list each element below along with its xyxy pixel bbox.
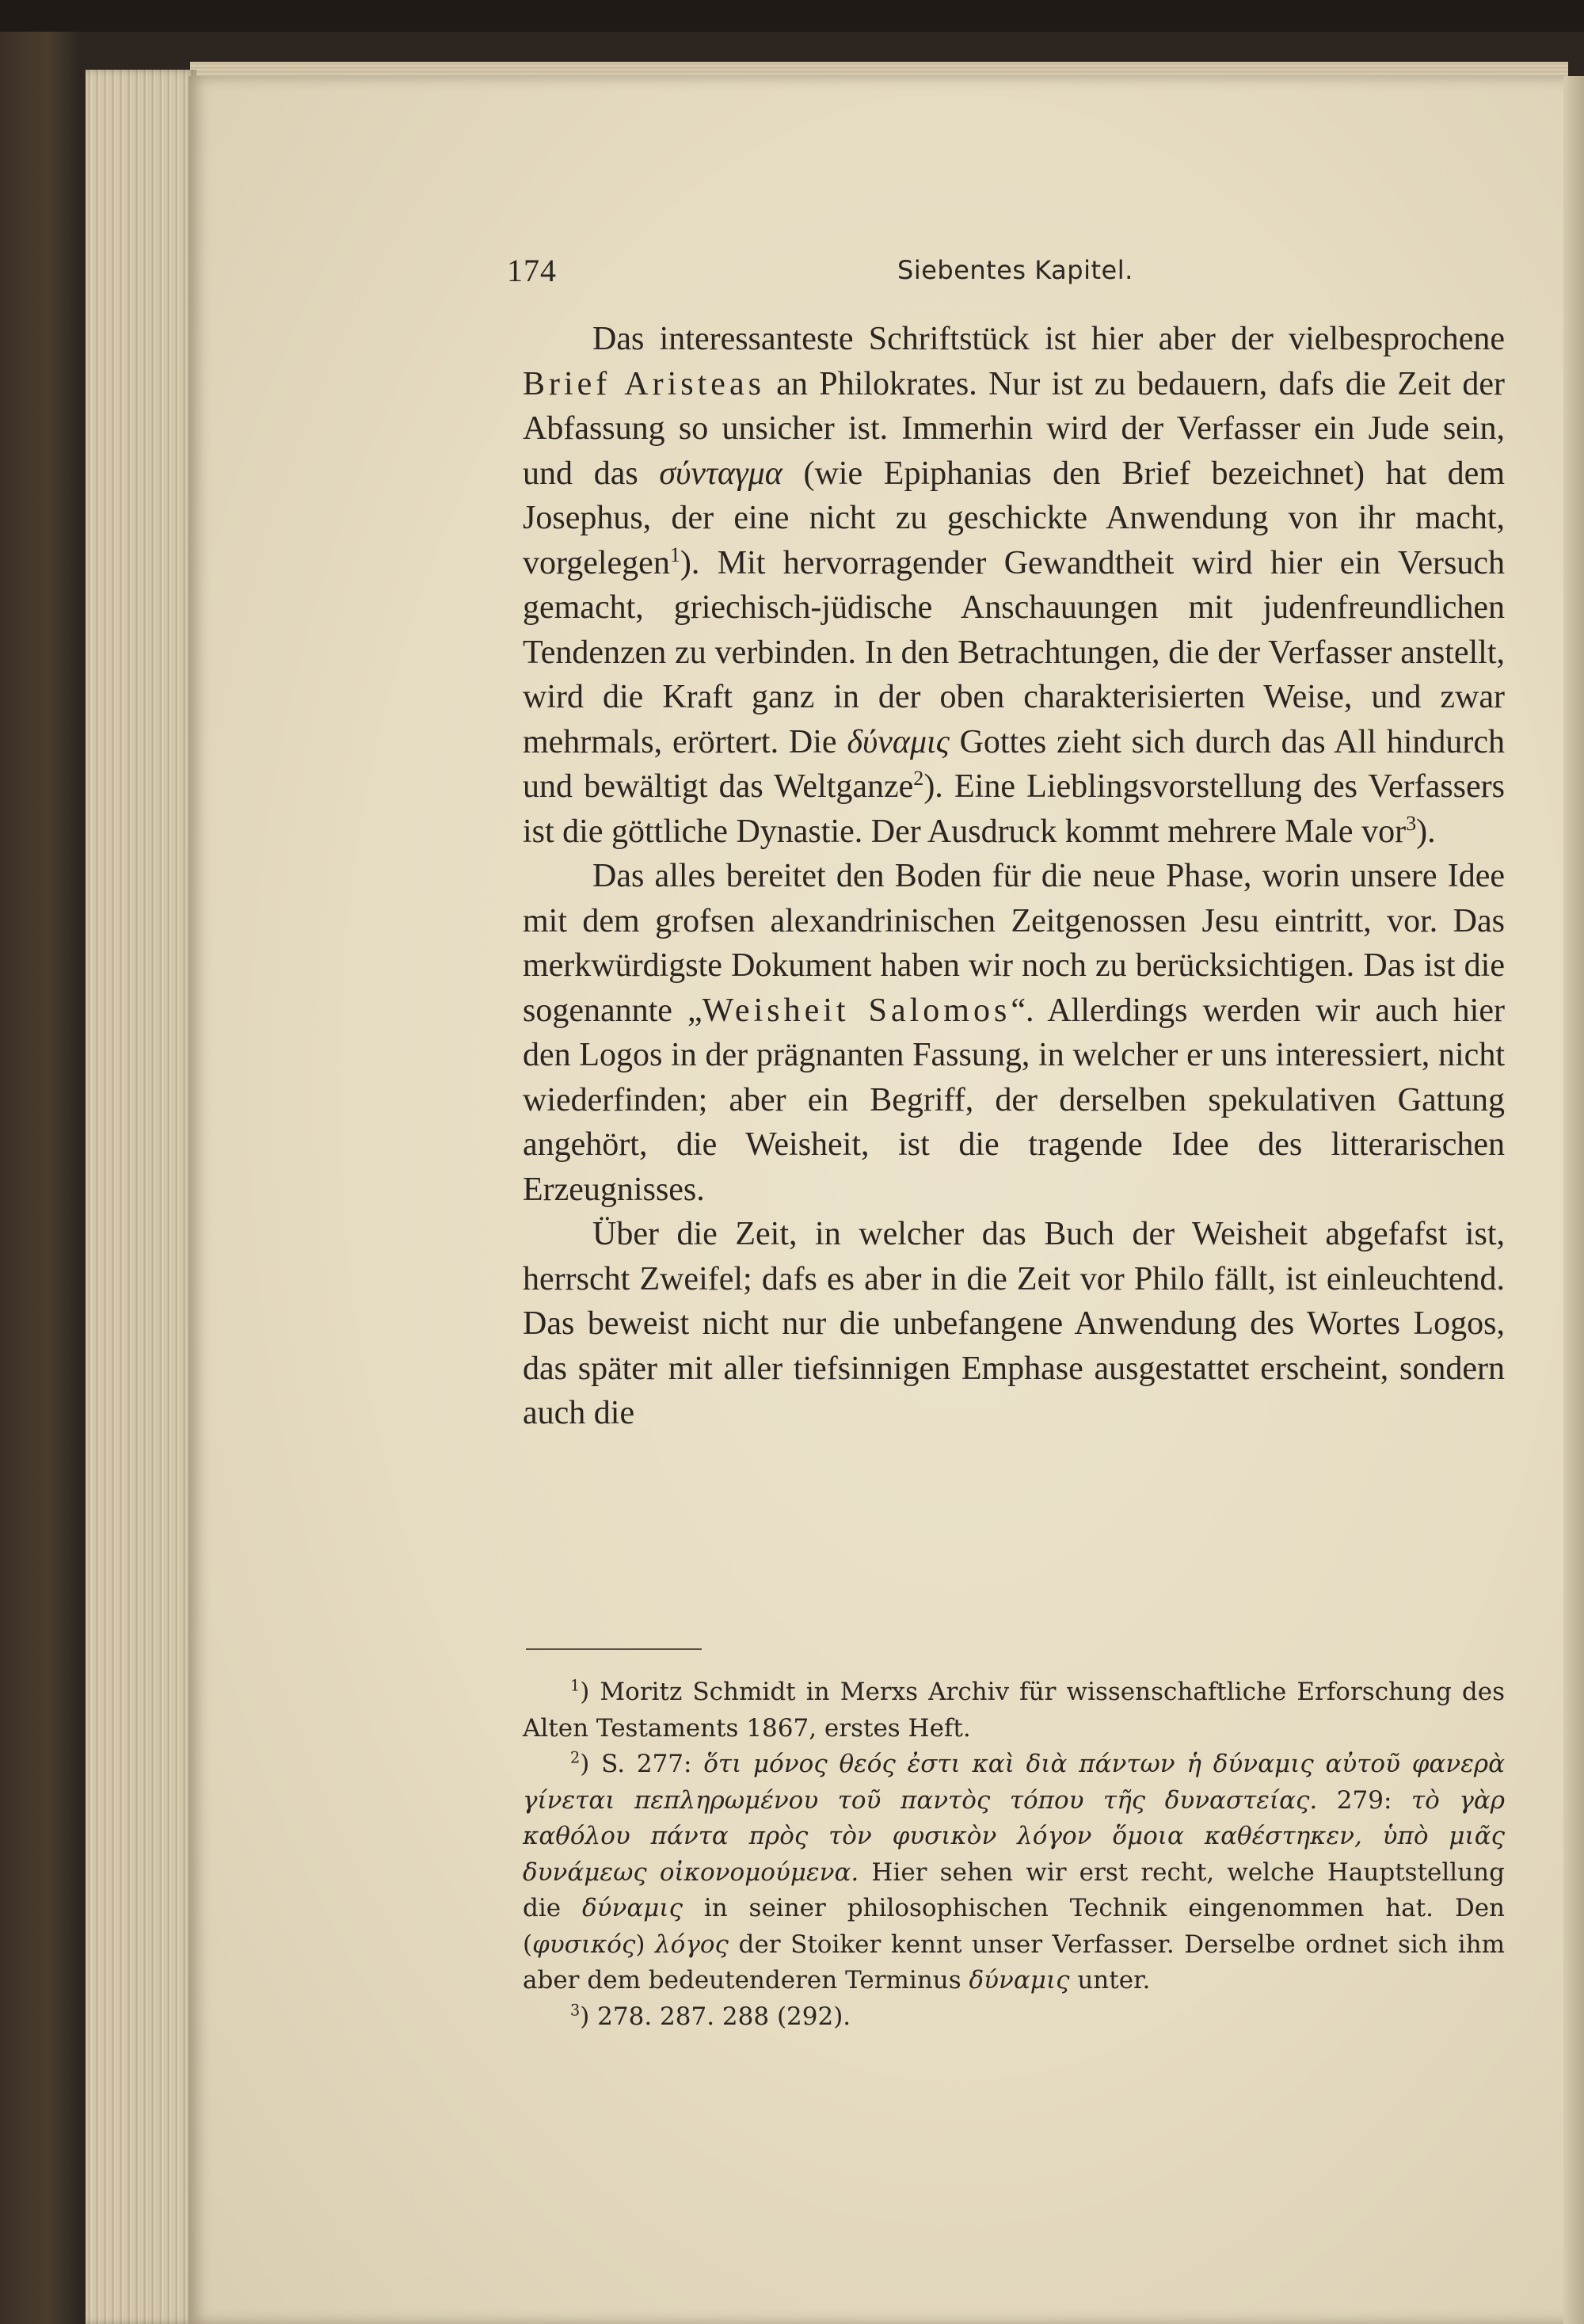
- greek-term: δύναμις: [581, 1894, 683, 1922]
- spaced-title: Weisheit Salomos: [702, 992, 1011, 1029]
- footnote-text: Hier sehen wir erst recht, welche Hauptstellung die: [523, 1857, 1505, 1922]
- text-run: ). Eine Lieblingsvorstellung des Verfassers ist die göttliche Dynastie. Der Ausdruck kommt mehrere Male vor: [523, 768, 1505, 850]
- text-run: “. Allerdings werden wir auch hier den Logos in der prägnanten Fassung, in welcher er uns interessiert, nicht wiederfinden; aber ein Begriff, der derselben spekulativen Gattung angehört, die Weisheit, ist die tragende Idee des litterarischen Erzeugnisses.: [523, 992, 1505, 1208]
- text-run: Gottes zieht sich durch das All hindurch und bewältigt das Weltganze: [523, 723, 1505, 805]
- footnote-text: ): [635, 1930, 656, 1959]
- footnote-text: der Stoiker kennt unser Verfasser. Derselbe ordnet sich ihm aber dem bedeutenderen Terminus: [523, 1930, 1505, 1994]
- page-header: [507, 252, 1251, 291]
- greek-term: δύναμις: [847, 723, 950, 760]
- spaced-title: Brief Aristeas: [523, 365, 765, 402]
- footnote-ref: 2: [913, 767, 924, 790]
- paragraph-3: Über die Zeit, in welcher das Buch der Weisheit abgefafst ist, herrscht Zweifel; dafs es aber in die Zeit vor Philo fällt, ist einleuchtend. Das beweist nicht nur die unbefangene Anwendung des Wortes Logos, das später mit aller tiefsinnigen Emphase ausgestattet erscheint, sondern auch die: [523, 1216, 1505, 1431]
- footnote-text: unter.: [1069, 1966, 1151, 1994]
- footnote-mark: 2: [570, 1748, 581, 1767]
- footnote-3: [523, 1999, 1505, 2036]
- page-number: 174: [507, 253, 557, 288]
- text-run: ). Mit hervorragender Gewandtheit wird hier ein Versuch gemacht, griechisch-jüdische Anschauungen mit judenfreundlichen Tendenzen zu verbinden. In den Betrachtungen, die der Verfasser anstellt, wird die Kraft ganz in der oben charakterisierten Weise, und zwar mehrmals, erörtert. Die: [523, 544, 1505, 760]
- greek-term: φυσικός: [532, 1930, 636, 1959]
- greek-term: δύναμις: [969, 1966, 1070, 1994]
- footnote-2: [523, 1747, 1505, 1999]
- footnote-mark: 3: [570, 2001, 581, 2020]
- footnote-ref: 3: [1406, 811, 1417, 835]
- footnote-text: in seiner philosophischen Technik eingenommen hat. Den (: [523, 1894, 1505, 1959]
- greek-quote: ὅτι μόνος θεός ἐστι καὶ διὰ πάντων ἡ δύναμις αὐτοῦ φανερὰ γίνεται πεπληρωμένου τοῦ παντὸς τόπου τῆς δυναστείας.: [523, 1750, 1505, 1815]
- footnote-1: [523, 1674, 1505, 1747]
- footnote-text: ) 278. 287. 288 (292).: [580, 2002, 851, 2031]
- greek-term: σύνταγμα: [659, 455, 782, 492]
- footnote-divider: [526, 1648, 702, 1650]
- page-edges-stack: [86, 70, 196, 2324]
- text-run: ).: [1416, 813, 1436, 850]
- main-text: [523, 317, 1505, 1436]
- text-run: (wie Epiphanias den Brief bezeichnet) hat dem Josephus, der eine nicht zu geschickte Anwendung von ihr macht, vorgelegen: [523, 455, 1505, 581]
- footnotes: [523, 1674, 1505, 2035]
- footnote-ref: 1: [669, 543, 680, 566]
- text-run: Das alles bereitet den Boden für die neue Phase, worin unsere Idee mit dem grofsen alexandrinischen Zeitgenossen Jesu eintritt, vor. Das merkwürdigste Dokument haben wir noch zu berücksichtigen. Das ist die sogenannte „: [523, 858, 1505, 1029]
- footnote-mark: 1: [570, 1676, 581, 1695]
- paragraph-1: [523, 317, 1505, 854]
- footnote-text: 279:: [1317, 1785, 1411, 1815]
- greek-term: λόγος: [655, 1930, 729, 1959]
- running-title: Siebentes Kapitel.: [897, 255, 1133, 285]
- page-right-edge: [1563, 76, 1584, 2324]
- footnote-text: ) Moritz Schmidt in Merxs Archiv für wissenschaftliche Erforschung des Alten Testaments 1867, erstes Heft.: [523, 1678, 1505, 1743]
- greek-quote: τὸ γὰρ καθόλου πάντα πρὸς τὸν φυσικὸν λόγον ὅμοια καθέστηκεν, ὑπὸ μιᾶς δυνάμεως οἰκονομούμενα.: [523, 1785, 1505, 1887]
- text-run: Das interessanteste Schriftstück ist hier aber der vielbesprochene: [592, 321, 1505, 357]
- footnote-text: ) S. 277:: [580, 1750, 704, 1778]
- paragraph-2: [523, 854, 1505, 1212]
- text-run: an Philokrates. Nur ist zu bedauern, dafs die Zeit der Abfassung so unsicher ist. Immerhin wird der Verfasser ein Jude sein, und das: [523, 365, 1505, 492]
